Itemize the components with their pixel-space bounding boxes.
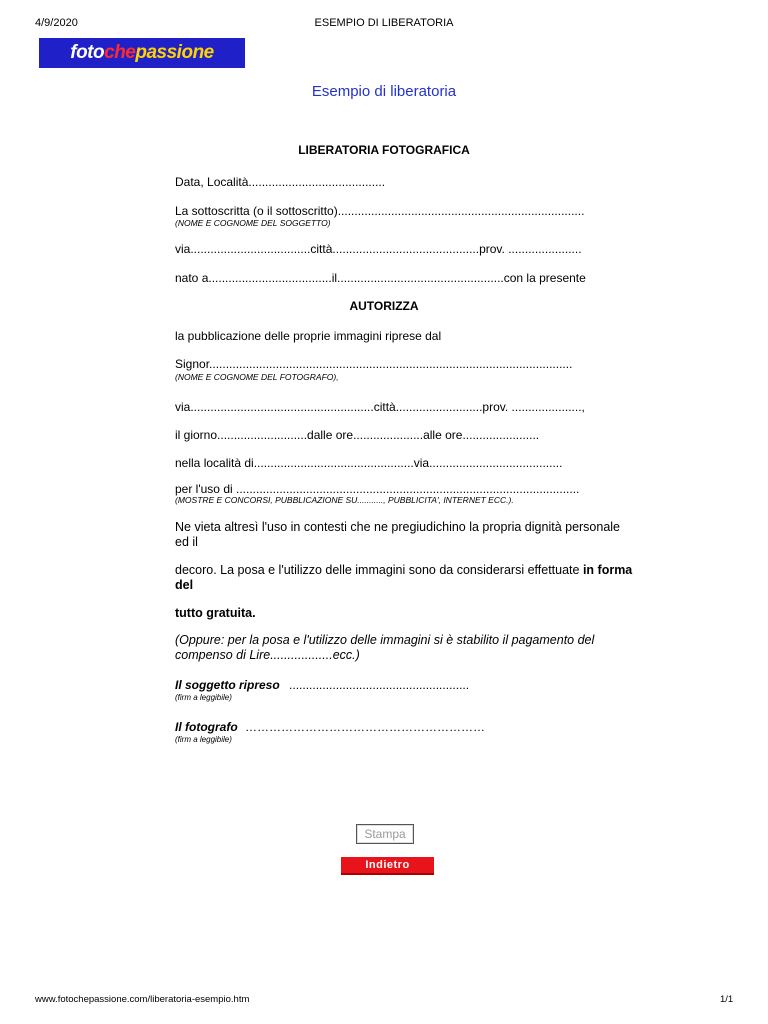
line-pubblicazione: la pubblicazione delle proprie immagini riprese dal (175, 329, 442, 343)
note-uso: (MOSTRE E CONCORSI, PUBBLICAZIONE SU..........., PUBBLICITA', INTERNET ECC.). (175, 495, 514, 505)
back-button[interactable]: Indietro (341, 857, 434, 875)
note-soggetto: (NOME E COGNOME DEL SOGGETTO) (175, 218, 331, 228)
logo-text-che: che (104, 42, 136, 63)
signature-fotografo-label: Il fotografo (175, 720, 238, 734)
logo-text-passione: passione (135, 42, 214, 63)
signature-soggetto-line: ...................................................... (289, 678, 470, 692)
logo-text-foto: foto (70, 42, 105, 63)
print-button[interactable]: Stampa (356, 824, 414, 844)
line-localita: nella località di................................................via........................................ (175, 456, 563, 470)
line-sottoscritta: La sottoscritta (o il sottoscritto).......................................................................... (175, 204, 585, 218)
signature-fotografo (175, 720, 485, 734)
signature-fotografo-note: (firm a leggibile) (175, 735, 232, 744)
print-title: ESEMPIO DI LIBERATORIA (314, 17, 454, 29)
print-footer-page-count: 1/1 (720, 994, 734, 1005)
line-nato: nato a.....................................il..................................................con la presente (175, 271, 586, 285)
autorizza-heading: AUTORIZZA (349, 299, 419, 313)
print-footer-url: www.fotochepassione.com/liberatoria-esempio.htm (35, 994, 250, 1005)
paragraph-decoro-text: decoro. La posa e l'utilizzo delle immagini sono da considerarsi effettuate (175, 563, 583, 577)
signature-soggetto (175, 678, 469, 692)
paragraph-decoro (175, 563, 635, 593)
signature-soggetto-label: Il soggetto ripreso (175, 678, 280, 692)
paragraph-decoro-bold: in forma del (175, 563, 633, 592)
paragraph-oppure: (Oppure: per la posa e l'utilizzo delle immagini si è stabilito il pagamento del compenso di Lire..................ecc.) (175, 633, 595, 662)
print-date: 4/9/2020 (35, 17, 78, 29)
paragraph-gratuita: tutto gratuita. (175, 606, 256, 620)
page-subtitle: Esempio di liberatoria (311, 83, 457, 100)
signature-fotografo-line: …………………………………………………… (245, 720, 485, 734)
note-fotografo: (NOME E COGNOME DEL FOTOGRAFO), (175, 372, 339, 382)
signature-soggetto-note: (firm a leggibile) (175, 693, 232, 702)
line-giorno: il giorno...........................dalle ore.....................alle ore....................... (175, 428, 540, 442)
line-signor: Signor............................................................................................................. (175, 357, 573, 371)
line-via-2: via.......................................................città..........................prov. ....................., (175, 400, 585, 414)
paragraph-vieta: Ne vieta altresì l'uso in contesti che ne pregiudichino la propria dignità personale ed il (175, 520, 621, 549)
site-logo[interactable] (39, 38, 245, 68)
document-heading: LIBERATORIA FOTOGRAFICA (298, 143, 470, 157)
line-uso: per l'uso di ....................................................................................................... (175, 482, 580, 496)
line-data: Data, Località......................................... (175, 175, 386, 189)
line-via-1: via....................................città............................................prov. ...................... (175, 242, 582, 256)
